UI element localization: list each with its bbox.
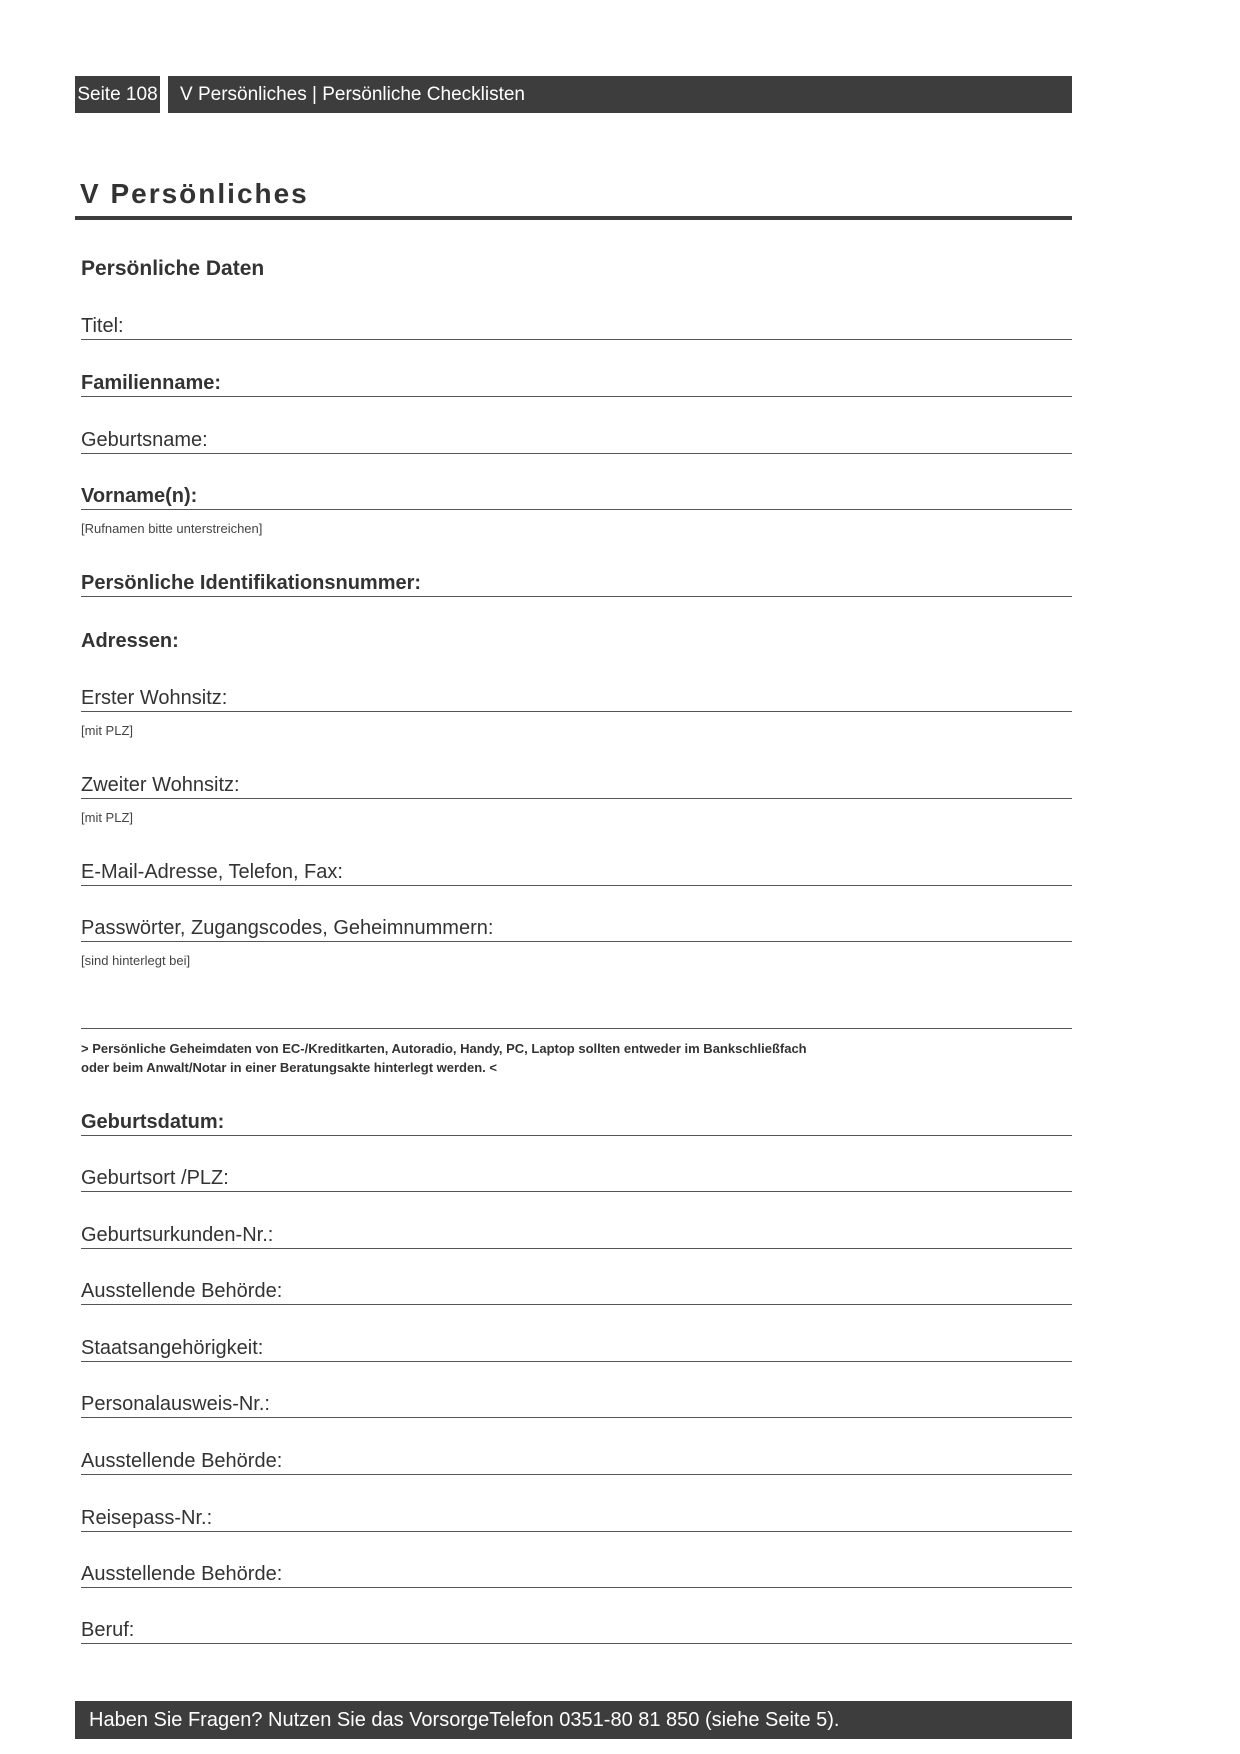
field-label-geburtsort: Geburtsort /PLZ: bbox=[81, 1167, 229, 1189]
field-label-zweiter-wohnsitz: Zweiter Wohnsitz: bbox=[81, 774, 240, 796]
field-passwoerter[interactable] bbox=[81, 912, 1072, 942]
footer-help-bar: Haben Sie Fragen? Nutzen Sie das VorsorgeTelefon 0351-80 81 850 (siehe Seite 5). bbox=[75, 1701, 1072, 1739]
field-label-geburtsurkunde: Geburtsurkunden-Nr.: bbox=[81, 1224, 274, 1246]
field-passwoerter-hinterlegt[interactable] bbox=[81, 999, 1072, 1029]
field-geburtsurkunde[interactable] bbox=[81, 1219, 1072, 1249]
field-titel[interactable] bbox=[81, 310, 1072, 340]
field-personalausweis[interactable] bbox=[81, 1388, 1072, 1418]
field-label-personalausweis: Personalausweis-Nr.: bbox=[81, 1393, 270, 1415]
hint-vornamen: [Rufnamen bitte unterstreichen] bbox=[81, 521, 263, 536]
field-beruf[interactable] bbox=[81, 1614, 1072, 1644]
field-label-behoerde-personalausweis: Ausstellende Behörde: bbox=[81, 1450, 283, 1472]
field-geburtsort[interactable] bbox=[81, 1162, 1072, 1192]
hint-erster-wohnsitz: [mit PLZ] bbox=[81, 723, 134, 738]
security-note-line-2: oder beim Anwalt/Notar in einer Beratungsakte hinterlegt werden. < bbox=[81, 1060, 497, 1075]
field-label-passwoerter: Passwörter, Zugangscodes, Geheimnummern: bbox=[81, 917, 494, 939]
page-number-badge: Seite 108 bbox=[75, 76, 160, 113]
field-behoerde-reisepass[interactable] bbox=[81, 1558, 1072, 1588]
field-zweiter-wohnsitz[interactable] bbox=[81, 769, 1072, 799]
field-label-erster-wohnsitz: Erster Wohnsitz: bbox=[81, 687, 228, 709]
hint-passwoerter: [sind hinterlegt bei] bbox=[81, 953, 191, 968]
field-vornamen[interactable] bbox=[81, 480, 1072, 510]
field-staatsangehoerigkeit[interactable] bbox=[81, 1332, 1072, 1362]
field-label-behoerde-reisepass: Ausstellende Behörde: bbox=[81, 1563, 283, 1585]
security-note bbox=[81, 1039, 807, 1077]
field-label-kontakt: E-Mail-Adresse, Telefon, Fax: bbox=[81, 861, 343, 883]
field-label-familienname: Familienname: bbox=[81, 372, 222, 394]
field-erster-wohnsitz[interactable] bbox=[81, 682, 1072, 712]
field-behoerde-geburtsurkunde[interactable] bbox=[81, 1275, 1072, 1305]
field-kontakt[interactable] bbox=[81, 856, 1072, 886]
field-label-reisepass: Reisepass-Nr.: bbox=[81, 1507, 213, 1529]
field-geburtsdatum[interactable] bbox=[81, 1106, 1072, 1136]
subsection-title: Persönliche Daten bbox=[81, 257, 265, 280]
field-identifikationsnummer[interactable] bbox=[81, 567, 1072, 597]
security-note-line-1: > Persönliche Geheimdaten von EC-/Kreditkarten, Autoradio, Handy, PC, Laptop sollten entweder im Bankschließfach bbox=[81, 1041, 807, 1056]
field-behoerde-personalausweis[interactable] bbox=[81, 1445, 1072, 1475]
label-adressen: Adressen: bbox=[81, 630, 179, 652]
field-geburtsname[interactable] bbox=[81, 424, 1072, 454]
field-label-geburtsname: Geburtsname: bbox=[81, 429, 208, 451]
field-label-geburtsdatum: Geburtsdatum: bbox=[81, 1111, 225, 1133]
field-label-titel: Titel: bbox=[81, 315, 124, 337]
field-reisepass[interactable] bbox=[81, 1502, 1072, 1532]
field-label-vornamen: Vorname(n): bbox=[81, 485, 198, 507]
section-title: V Persönliches bbox=[80, 178, 309, 209]
section-divider bbox=[75, 216, 1072, 220]
field-familienname[interactable] bbox=[81, 367, 1072, 397]
field-label-behoerde-geburtsurkunde: Ausstellende Behörde: bbox=[81, 1280, 283, 1302]
hint-zweiter-wohnsitz: [mit PLZ] bbox=[81, 810, 134, 825]
field-label-beruf: Beruf: bbox=[81, 1619, 135, 1641]
breadcrumb: V Persönliches | Persönliche Checklisten bbox=[168, 76, 1072, 113]
field-label-staatsangehoerigkeit: Staatsangehörigkeit: bbox=[81, 1337, 264, 1359]
field-label-identifikationsnummer: Persönliche Identifikationsnummer: bbox=[81, 572, 422, 594]
